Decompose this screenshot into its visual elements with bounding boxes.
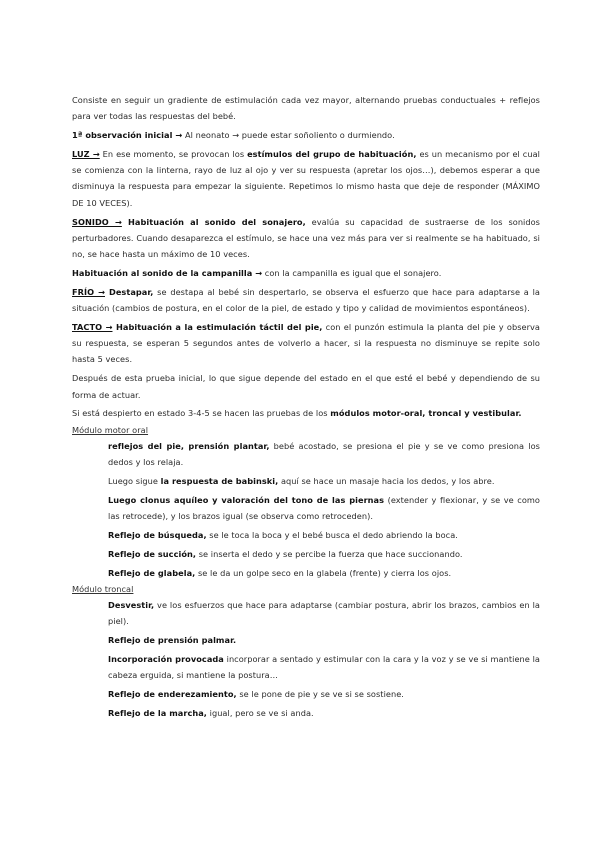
oral-item xyxy=(108,527,540,543)
body-text: incorporar a sentado y estimular con la cara y la voz y se ve si mantiene la cabeza erguida, si mantiene la postura… xyxy=(108,654,540,681)
body-text: con el punzón estimula la planta del pie y observa su respuesta, se esperan 5 segundos antes de volverlo a hacer, si la respuesta no disminuye se repite solo hasta 5 veces. xyxy=(72,321,540,365)
bold-text: Desvestir, xyxy=(108,600,155,611)
body-text: con la campanilla es igual que el sonajero. xyxy=(262,267,442,278)
bold-text: módulos motor-oral, troncal y vestibular. xyxy=(330,408,522,419)
paragraph-intro: Consiste en seguir un gradiente de estimulación cada vez mayor, alternando pruebas conductuales + reflejos para ver todas las respuestas del bebé. xyxy=(72,95,540,122)
body-text: ve los esfuerzos que hace para adaptarse (cambiar postura, abrir los brazos, cambios en la piel). xyxy=(108,600,540,627)
bold-text: Reflejo de búsqueda, xyxy=(108,529,207,540)
bold-text: Habituación al sonido del sonajero, xyxy=(121,216,306,227)
body-text: igual, pero se ve si anda. xyxy=(206,707,314,718)
bold-text: Incorporación provocada xyxy=(108,654,224,664)
troncal-item xyxy=(108,686,540,702)
bold-text: Habituación a la estimulación táctil del pie, xyxy=(112,321,323,332)
troncal-item xyxy=(108,632,540,648)
oral-item xyxy=(108,473,540,489)
bold-text: Reflejo de enderezamiento, xyxy=(108,689,237,700)
bold-text: estímulos del grupo de habituación, xyxy=(247,148,417,159)
paragraph-light xyxy=(72,146,540,211)
section-title-oral: Módulo motor oral xyxy=(72,424,149,435)
underlined-heading: LUZ → xyxy=(72,148,100,159)
bold-text: 1ª observación inicial → xyxy=(72,130,183,141)
paragraph-sound xyxy=(72,214,540,263)
underlined-heading: SONIDO → xyxy=(72,216,122,227)
body-text: (extender y flexionar, y se ve como las retrocede), y los brazos igual (se observa como retroceden). xyxy=(108,494,540,522)
troncal-item xyxy=(108,651,540,684)
oral-item xyxy=(108,492,540,525)
body-text: Luego sigue xyxy=(108,476,161,487)
bold-text: Reflejo de prensión palmar. xyxy=(108,635,237,646)
section-title-troncal: Módulo troncal xyxy=(72,583,134,594)
bold-text: reflejos del pie, prensión plantar, xyxy=(108,440,270,451)
underlined-heading: FRÍO → xyxy=(72,286,105,297)
bold-text: Luego clonus aquíleo y valoración del tono de las piernas xyxy=(108,494,385,505)
paragraph-bell xyxy=(72,265,540,281)
body-text: aquí se hace un masaje hacia los dedos, y los abre. xyxy=(278,476,495,487)
body-text: bebé acostado, se presiona el pie y se ve como presiona los dedos y los relaja. xyxy=(108,440,540,468)
paragraph-after-test: Después de esta prueba inicial, lo que sigue depende del estado en el que esté el bebé y dependiendo de su forma de actuar. xyxy=(72,373,540,400)
bold-text: Reflejo de succión, xyxy=(108,548,197,559)
bold-text: Habituación al sonido de la campanilla → xyxy=(72,267,263,278)
bold-text: Destapar, xyxy=(105,286,154,297)
body-text: Si está despierto en estado 3-4-5 se hacen las pruebas de los xyxy=(72,408,331,419)
oral-item xyxy=(108,438,540,471)
bold-text: la respuesta de babinski, xyxy=(160,476,279,487)
oral-item xyxy=(108,565,540,581)
body-text: se le da un golpe seco en la glabela (frente) y cierra los ojos. xyxy=(195,567,452,578)
body-text: se destapa al bebé sin despertarlo, se observa el esfuerzo que hace para adaptarse a la situación (cambios de postura, en el color de la piel, de estado y tipo y calidad de movimientos espontáneos). xyxy=(72,286,540,314)
underlined-heading: TACTO → xyxy=(72,321,113,332)
troncal-item xyxy=(108,597,540,630)
oral-item xyxy=(108,546,540,562)
bold-text: Reflejo de la marcha, xyxy=(108,707,207,718)
paragraph-initial-observation xyxy=(72,127,540,143)
body-text: evalúa su capacidad de sustraerse de los sonidos perturbadores. Cuando desaparezca el estímulo, se hace una vez más para ver si realmente se ha habituado, si no, se hace hasta un máximo de 10 veces. xyxy=(72,216,540,260)
body-text: es un mecanismo por el cual se comienza con la linterna, rayo de luz al ojo y ver su respuesta (apretar los ojos…), debemos esperar a que disminuya la respuesta para empezar la siguiente. Repetimos lo mismo hasta que deje de responder (MÁXIMO DE 10 VECES). xyxy=(72,148,540,208)
body-text: se le pone de pie y se ve si se sostiene. xyxy=(236,689,404,700)
body-text: Al neonato → puede estar soñoliento o durmiendo. xyxy=(182,130,395,141)
paragraph-awake xyxy=(72,405,540,421)
body-text: se le toca la boca y el bebé busca el dedo abriendo la boca. xyxy=(206,529,458,540)
troncal-item xyxy=(108,705,540,721)
body-text: se inserta el dedo y se percibe la fuerza que hace succionando. xyxy=(196,548,463,559)
bold-text: Reflejo de glabela, xyxy=(108,567,196,578)
paragraph-cold xyxy=(72,284,540,317)
body-text: En ese momento, se provocan los xyxy=(99,148,248,159)
paragraph-touch xyxy=(72,319,540,368)
